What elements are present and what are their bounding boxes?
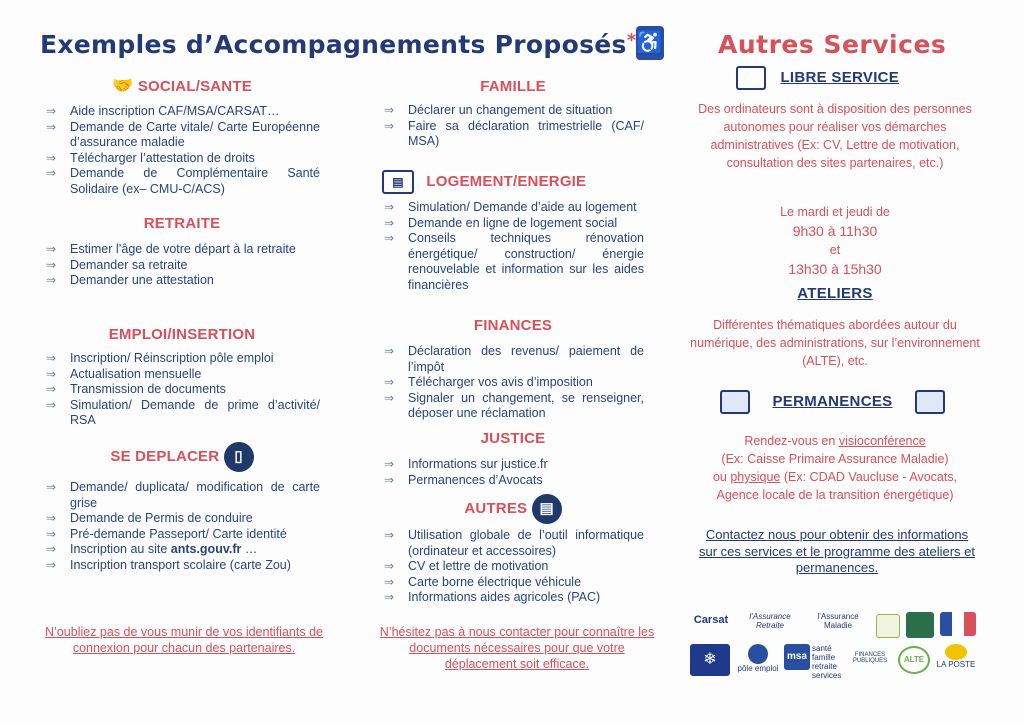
list [44, 104, 320, 197]
section-social [44, 76, 320, 197]
list-item: ⇒ Informations sur justice.fr [382, 457, 644, 473]
list-item: ⇒ Simulation/ Demande d’aide au logement [382, 200, 644, 216]
list-item: ⇒ Actualisation mensuelle [44, 367, 320, 383]
laptop-icon [736, 66, 766, 90]
right-title: Autres Services [718, 30, 947, 59]
section-title: AUTRES [464, 499, 528, 517]
list-item: ⇒ Transmission de documents [44, 382, 320, 398]
list-item: ⇒ Demander une attestation [44, 273, 320, 289]
list-item: ⇒ Estimer l’âge de votre départ à la retraite [44, 242, 320, 258]
assurance-maladie-logo: l’Assurance Maladie [817, 612, 859, 630]
list-item: ⇒ Simulation/ Demande de prime d’activité/ RSA [44, 398, 320, 429]
list [382, 200, 644, 293]
section-title: FINANCES [473, 317, 553, 334]
section-title: EMPLOI/INSERTION [108, 326, 256, 343]
list-item: ⇒ Conseils techniques rénovation énergétique/ construction/ énergie renouvelable et information sur les aides financières [382, 231, 644, 293]
list-item: ⇒ Demande de Carte vitale/ Carte Européenne d’assurance maladie [44, 120, 320, 151]
list-item: ⇒ Faire sa déclaration trimestrielle (CAF/ MSA) [382, 119, 644, 150]
list [382, 103, 644, 150]
list-item: ⇒ Télécharger vos avis d’imposition [382, 375, 644, 391]
list-item: ⇒ Déclarer un changement de situation [382, 103, 644, 119]
partner-logos [688, 610, 984, 680]
list-item: ⇒ Pré-demande Passeport/ Carte identité [44, 527, 320, 543]
snowflake-logo: ❄ [690, 644, 730, 676]
list-item: ⇒ Inscription transport scolaire (carte Zou) [44, 558, 320, 574]
partner-emblem [876, 614, 900, 638]
monitor-icon [720, 390, 750, 414]
list [44, 351, 320, 429]
libre-header [736, 66, 946, 90]
section-finances [382, 317, 644, 422]
section-title: SE DEPLACER [110, 447, 220, 465]
permanences-title: PERMANENCES [772, 393, 893, 411]
msa-text: santé famille retraite services [812, 644, 842, 680]
list-item: ⇒ Déclaration des revenus/ paiement de l’impôt [382, 344, 644, 375]
id-card-icon: ▤ [382, 170, 414, 194]
list-item: ⇒ Demander sa retraite [44, 258, 320, 274]
list [44, 242, 320, 289]
list [382, 457, 644, 488]
ateliers-title: ATELIERS [797, 285, 873, 302]
list-item: ⇒ Signaler un changement, se renseigner, déposer une réclamation [382, 391, 644, 422]
visio-link[interactable]: visioconférence [838, 434, 926, 448]
la-poste-logo: LA POSTE [936, 644, 976, 669]
cdad-logo [906, 612, 934, 638]
list-item: ⇒ Demande/ duplicata/ modification de carte grise [44, 480, 320, 511]
list-item: ⇒ Informations aides agricoles (PAC) [382, 590, 644, 606]
section-autres [382, 494, 644, 606]
section-title: FAMILLE [480, 78, 546, 95]
list-item: ⇒ Carte borne électrique véhicule [382, 575, 644, 591]
list-item: ⇒ Permanences d’Avocats [382, 473, 644, 489]
section-emploi [44, 326, 320, 429]
section-title: SOCIAL/SANTE [137, 78, 252, 95]
carsat-logo: Carsat [693, 614, 729, 626]
handshake-icon: 🤝 [112, 76, 134, 95]
libre-title: LIBRE SERVICE [780, 69, 900, 87]
republique-logo [940, 612, 976, 636]
section-deplacer [44, 442, 320, 573]
note-left: N’oubliez pas de vous munir de vos identifiants de connexion pour chacun des partenaires. [45, 625, 323, 655]
ants-link[interactable]: ants.gouv.fr [170, 542, 242, 556]
section-title: RETRAITE [143, 215, 221, 232]
list [44, 480, 320, 573]
list-item: ⇒ Demande de Permis de conduire [44, 511, 320, 527]
libre-hours: Le mardi et jeudi de 9h30 à 11h30 et 13h30 à 15h30 [780, 205, 890, 277]
smartphone-icon: ▯ [224, 442, 254, 472]
list-item: ⇒ Demande en ligne de logement social [382, 216, 644, 232]
finances-publiques-logo: FINANCES PUBLIQUES [852, 652, 888, 664]
list-item: ⇒ CV et lettre de motivation [382, 559, 644, 575]
list-item: ⇒ Télécharger l’attestation de droits [44, 151, 320, 167]
permanences-text: Rendez-vous en visioconférence (Ex: Caisse Primaire Assurance Maladie) ou physique (Ex: CDAD Vaucluse - Avocats, Agence locale de la transition énergétique) [712, 434, 958, 502]
alte-logo: ALTE [898, 646, 930, 674]
page-title: Exemples d’Accompagnements Proposés* [40, 30, 637, 59]
contact-link[interactable]: Contactez nous pour obtenir des informations sur ces services et le programme des ateliers et permanences. [699, 527, 975, 575]
section-retraite [44, 215, 320, 289]
list-item: ⇒ Inscription au site ants.gouv.fr … [44, 542, 320, 558]
ateliers-text: Différentes thématiques abordées autour du numérique, des administrations, sur l’environnement (ALTE), etc. [690, 318, 980, 368]
section-famille [382, 78, 644, 150]
list [382, 528, 644, 606]
documents-icon: ▤ [532, 494, 562, 524]
note-middle: N’hésitez pas à nous contacter pour connaître les documents nécessaires pour que votre déplacement soit efficace. [379, 625, 655, 671]
list-item: ⇒ Utilisation globale de l’outil informatique (ordinateur et accessoires) [382, 528, 644, 559]
assurance-retraite-logo: l’Assurance Retraite [749, 612, 791, 630]
monitor-icon [915, 390, 945, 414]
libre-text: Des ordinateurs sont à disposition des personnes autonomes pour réaliser vos démarches administratives (Ex: CV, Lettre de motivation, consultation des sites partenaires, etc.) [698, 102, 972, 170]
section-justice [382, 430, 644, 488]
permanences-header [720, 390, 980, 414]
pole-emploi-logo: pôle emploi [736, 644, 780, 673]
msa-logo: msa [784, 644, 810, 670]
list-item: ⇒ Aide inscription CAF/MSA/CARSAT… [44, 104, 320, 120]
list-item: ⇒ Demande de Complémentaire Santé Solidaire (ex– CMU-C/ACS) [44, 166, 320, 197]
physique-link[interactable]: physique [730, 470, 781, 484]
list-item: ⇒ Inscription/ Réinscription pôle emploi [44, 351, 320, 367]
list [382, 344, 644, 422]
section-title: LOGEMENT/ENERGIE [426, 172, 587, 190]
section-logement [382, 170, 644, 293]
accessibility-icon: ♿ [636, 26, 664, 60]
section-title: JUSTICE [480, 430, 546, 447]
